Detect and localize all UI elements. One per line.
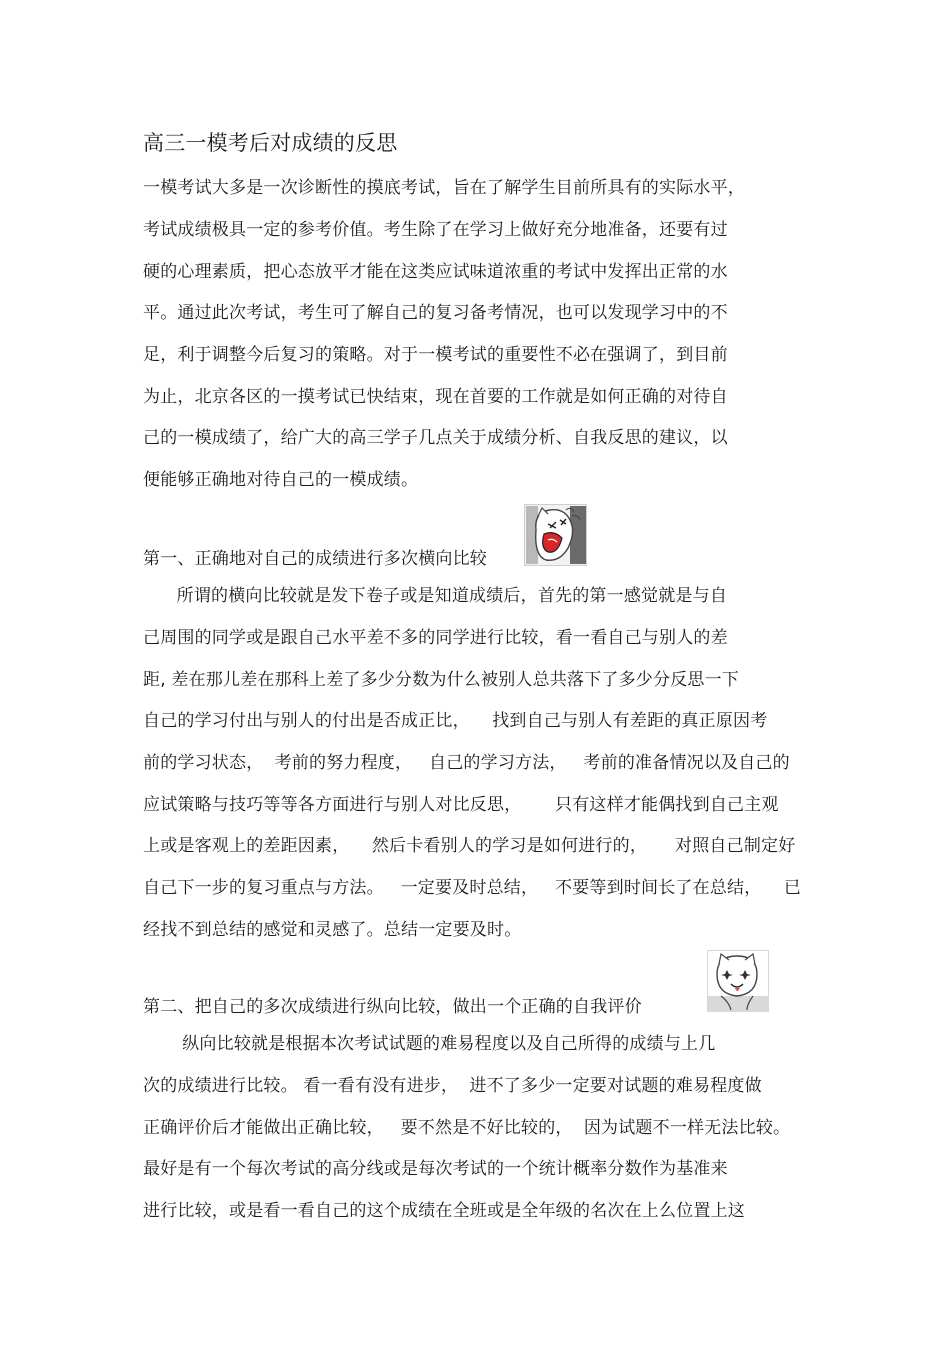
section2-line: 进行比较，或是看一看自己的这个成绩在全班或是全年级的名次在上么位置上这 xyxy=(143,1201,745,1221)
section2-line: 次的成绩进行比较。 看一看有没有进步， 进不了多少一定要对试题的难易程度做 xyxy=(143,1076,762,1096)
screaming-cat-sticker-icon xyxy=(524,504,587,566)
section2-line: 最好是有一个每次考试的高分线或是每次考试的一个统计概率分数作为基准来 xyxy=(143,1159,728,1179)
intro-line: 己的一模成绩了，给广大的高三学子几点关于成绩分析、自我反思的建议，以 xyxy=(143,428,728,448)
intro-line: 平。通过此次考试，考生可了解自己的复习备考情况，也可以发现学习中的不 xyxy=(143,303,728,323)
section1-heading: 第一、正确地对自己的成绩进行多次横向比较 xyxy=(143,549,487,569)
intro-line: 一模考试大多是一次诊断性的摸底考试，旨在了解学生目前所具有的实际水平， xyxy=(143,178,745,198)
section1-line: 所谓的横向比较就是发下卷子或是知道成绩后，首先的第一感觉就是与自 xyxy=(143,586,728,606)
section1-line: 上或是客观上的差距因素， 然后卡看别人的学习是如何进行的， 对照自己制定好 xyxy=(143,836,796,856)
section1-line: 自己下一步的复习重点与方法。 一定要及时总结， 不要等到时间长了在总结， 已 xyxy=(143,878,802,898)
intro-line: 便能够正确地对待自己的一模成绩。 xyxy=(143,470,419,490)
section1-line: 自己的学习付出与别人的付出是否成正比， 找到自己与别人有差距的真正原因考 xyxy=(143,711,768,731)
section1-line: 经找不到总结的感觉和灵感了。总结一定要及时。 xyxy=(143,920,522,940)
section1-line: 前的学习状态， 考前的努力程度， 自己的学习方法， 考前的准备情况以及自己的 xyxy=(143,753,790,773)
section2-line: 纵向比较就是根据本次考试试题的难易程度以及自己所得的成绩与上几 xyxy=(143,1034,716,1054)
intro-line: 硬的心理素质，把心态放平才能在这类应试味道浓重的考试中发挥出正常的水 xyxy=(143,262,728,282)
intro-line: 为止，北京各区的一摸考试已快结束，现在首要的工作就是如何正确的对待自 xyxy=(143,387,728,407)
section2-line: 正确评价后才能做出正确比较， 要不然是不好比较的， 因为试题不一样无法比较。 xyxy=(143,1118,791,1138)
starry-eyed-cat-sticker-icon xyxy=(707,950,769,1012)
section1-line: 己周围的同学或是跟自己水平差不多的同学进行比较，看一看自己与别人的差 xyxy=(143,628,728,648)
section1-line: 应试策略与技巧等等各方面进行与别人对比反思， 只有这样才能偶找到自己主观 xyxy=(143,795,779,815)
intro-line: 足，利于调整今后复习的策略。对于一模考试的重要性不必在强调了，到目前 xyxy=(143,345,728,365)
section1-line: 距, 差在那儿差在那科上差了多少分数为什么被别人总共落下了多少分反思一下 xyxy=(143,670,740,690)
intro-line: 考试成绩极具一定的参考价值。考生除了在学习上做好充分地准备，还要有过 xyxy=(143,220,728,240)
page-title: 高三一模考后对成绩的反思 xyxy=(143,131,398,155)
section2-heading: 第二、把自己的多次成绩进行纵向比较，做出一个正确的自我评价 xyxy=(143,997,642,1017)
